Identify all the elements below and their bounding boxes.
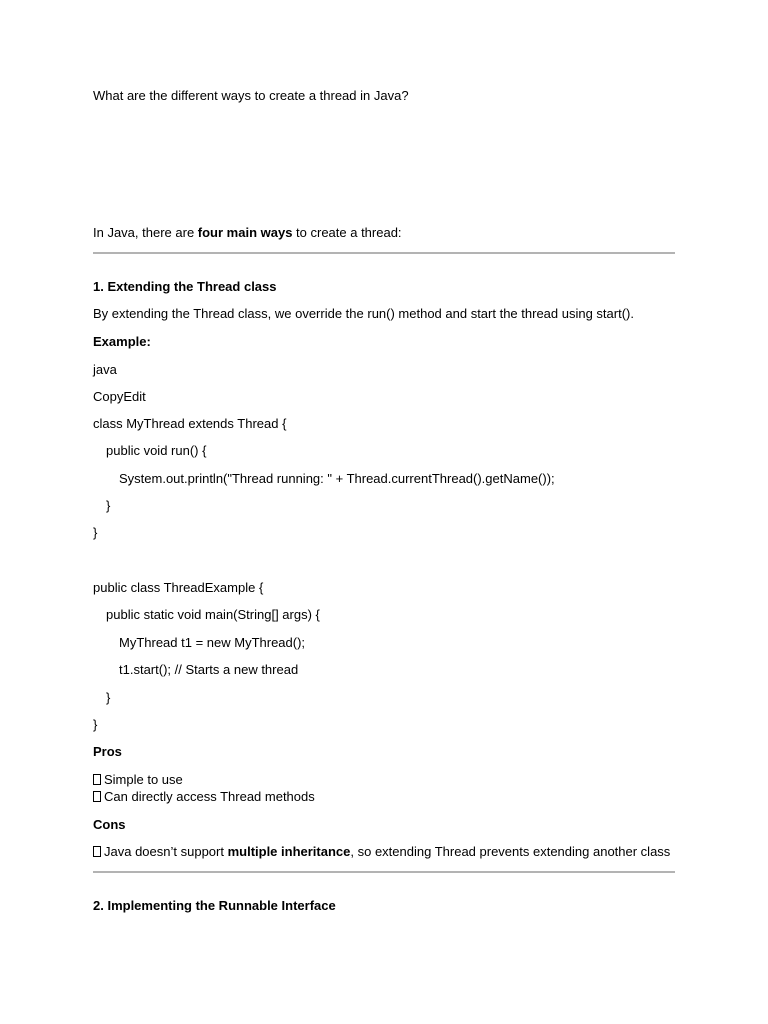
cross-icon: [93, 846, 101, 857]
code-line: }: [93, 717, 98, 732]
code-line: }: [106, 690, 111, 705]
code-line: public class ThreadExample {: [93, 580, 264, 595]
code-line: class MyThread extends Thread {: [93, 416, 287, 431]
intro-suffix: to create a thread:: [292, 225, 402, 240]
copy-button[interactable]: CopyEdit: [93, 389, 146, 404]
cons-item: [93, 844, 670, 860]
section2-heading: 2. Implementing the Runnable Interface: [93, 898, 336, 913]
code-line: t1.start(); // Starts a new thread: [119, 662, 299, 677]
code-line: System.out.println("Thread running: " + Thread.currentThread().getName());: [119, 471, 555, 486]
pros-label: Pros: [93, 744, 122, 759]
cons-emphasis: multiple inheritance: [227, 844, 351, 859]
pros-item-text: Can directly access Thread methods: [104, 789, 315, 804]
example-label: Example:: [93, 334, 151, 349]
code-line: }: [93, 525, 98, 540]
section1-heading: 1. Extending the Thread class: [93, 279, 277, 294]
intro-paragraph: [93, 225, 402, 241]
code-line: public static void main(String[] args) {: [106, 607, 320, 622]
cons-label: Cons: [93, 817, 126, 832]
code-line: }: [106, 498, 111, 513]
divider: [93, 871, 675, 873]
pros-item: [93, 772, 183, 788]
code-line: public void run() {: [106, 443, 207, 458]
code-language-label: java: [93, 362, 117, 377]
cons-prefix: Java doesn’t support: [104, 844, 228, 859]
check-icon: [93, 791, 101, 802]
divider: [93, 252, 675, 254]
pros-item: [93, 789, 315, 805]
code-line: MyThread t1 = new MyThread();: [119, 635, 306, 650]
section1-description: By extending the Thread class, we override the run() method and start the thread using start().: [93, 306, 634, 321]
pros-item-text: Simple to use: [104, 772, 183, 787]
cons-suffix: , so extending Thread prevents extending another class: [350, 844, 671, 859]
question-text: What are the different ways to create a thread in Java?: [93, 88, 409, 103]
check-icon: [93, 774, 101, 785]
intro-prefix: In Java, there are: [93, 225, 198, 240]
intro-emphasis: four main ways: [197, 225, 293, 240]
